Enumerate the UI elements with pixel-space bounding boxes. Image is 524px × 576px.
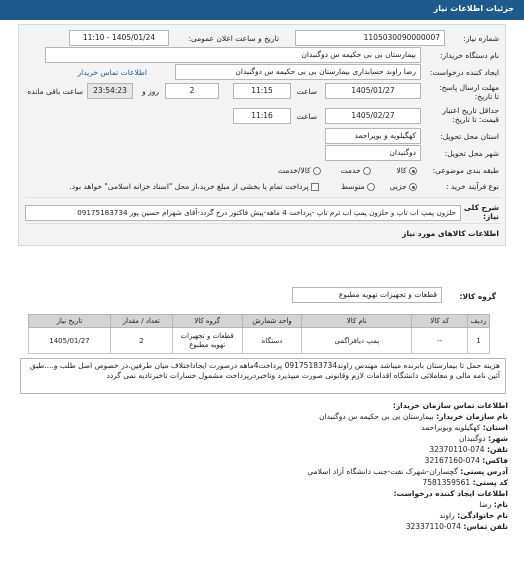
divider: [25, 223, 501, 224]
validity-time-label: ساعت: [296, 112, 317, 121]
summary-field: حلزون پمپ اب تاپ و حلزون پمپ اب ترم تاپ -پرداخت 4 ماهه-پیش فاکتور درج گردد-آقای شهرام حسین پور 09175183734: [25, 205, 461, 221]
announce-label: تاریخ و ساعت اعلان عمومی:: [188, 34, 279, 43]
creator-phone-label: تلفن تماس:: [463, 522, 508, 531]
org-value: بیمارستان بی بی حکیمه س دوگنبدان: [319, 412, 434, 421]
days-remaining-field: 2: [165, 83, 219, 99]
delivery-city-field: دوگنبدان: [325, 145, 421, 161]
creator-lastname-label: نام خانوادگی:: [457, 511, 508, 520]
divider: [25, 197, 501, 198]
col-header-goods-group: گروه کالا: [172, 315, 242, 328]
fax-label: فاکس:: [482, 456, 508, 465]
fax-value: 074-32167160: [424, 456, 480, 465]
process-minor-label: جزیی: [389, 182, 407, 191]
cell-goods-name: پمپ دیافراگمی: [302, 328, 412, 354]
treasury-option[interactable]: [69, 182, 319, 191]
category-option-service[interactable]: [341, 166, 371, 175]
process-medium-radio[interactable]: [367, 183, 375, 191]
category-goods-service-radio[interactable]: [313, 167, 321, 175]
treasury-text: پرداخت تمام یا بخشی از مبلغ خرید،از محل "اسناد خزانه اسلامی" خواهد بود.: [69, 182, 309, 191]
buyer-contact-link[interactable]: اطلاعات تماس خریدار: [77, 68, 147, 77]
col-header-goods-code: کد کالا: [412, 315, 468, 328]
cell-row-number: 1: [468, 328, 490, 354]
goods-table: [28, 314, 490, 354]
days-label: روز و: [142, 87, 159, 96]
contact-province-value: کهگیلویه وبویراحمد: [421, 423, 481, 432]
contact-province-label: استان:: [482, 423, 508, 432]
validity-label: حداقل تاریخ اعتبار قیمت: تا تاریخ:: [442, 106, 499, 124]
deadline-label: مهلت ارسال پاسخ: تا تاریخ:: [439, 83, 499, 101]
buyer-field: بیمارستان بی بی حکیمه س دوگنبدان: [45, 47, 421, 63]
delivery-province-field: کهگیلویه و بویراحمد: [325, 128, 421, 144]
col-header-need-date: تاریخ نیاز: [29, 315, 111, 328]
goods-info-title: اطلاعات کالاهای مورد نیاز: [402, 229, 499, 238]
category-option-goods[interactable]: [396, 166, 417, 175]
creator-phone-value: 074-32337110: [405, 522, 461, 531]
validity-date-field: 1405/02/27: [325, 108, 421, 124]
category-goods-radio[interactable]: [409, 167, 417, 175]
need-number-field: 1105030090000007: [295, 30, 445, 46]
category-label: طبقه بندی موضوعی:: [432, 166, 499, 175]
table-row[interactable]: [29, 328, 490, 354]
page-title: جزئیات اطلاعات نیاز: [433, 4, 514, 13]
creator-label: ایجاد کننده درخواست:: [429, 68, 499, 77]
col-header-quantity: تعداد / مقدار: [110, 315, 172, 328]
creator-field: رضا راوند حسابداری بیمارستان بی بی حکیمه س دوگنبدان: [175, 64, 421, 80]
process-option-minor[interactable]: [389, 182, 417, 191]
category-option-goods-service[interactable]: [278, 166, 321, 175]
cell-goods-group: قطعات و تجهیزات تهویه مطبوع: [172, 328, 242, 354]
col-header-unit: واحد شمارش: [242, 315, 302, 328]
process-option-medium[interactable]: [341, 182, 375, 191]
remaining-time-label: ساعت باقی مانده: [27, 87, 83, 96]
creator-contact-title: اطلاعات ایجاد کننده درخواست:: [393, 489, 508, 498]
need-details-panel: [18, 24, 506, 246]
announce-field: 1405/01/24 - 11:10: [69, 30, 169, 46]
cell-goods-code: --: [412, 328, 468, 354]
delivery-province-label: استان محل تحویل:: [440, 132, 499, 141]
goods-group-label: گروه کالا:: [459, 292, 496, 301]
cell-quantity: 2: [110, 328, 172, 354]
table-header-row: [29, 315, 490, 328]
category-service-label: خدمت: [340, 166, 361, 175]
need-number-label: شماره نیاز:: [463, 34, 499, 43]
category-goods-label: کالا: [396, 166, 407, 175]
treasury-checkbox[interactable]: [311, 183, 319, 191]
col-header-goods-name: نام کالا: [302, 315, 412, 328]
cell-need-date: 1405/01/27: [29, 328, 111, 354]
validity-time-field: 11:16: [233, 108, 291, 124]
page-header: [0, 0, 524, 20]
category-goods-service-label: کالا/خدمت: [277, 166, 311, 175]
process-minor-radio[interactable]: [409, 183, 417, 191]
contact-title: اطلاعات تماس سازمان خریدار:: [392, 401, 508, 410]
address-label: آدرس پستی:: [460, 467, 508, 476]
creator-name-value: رضا: [479, 500, 492, 509]
deadline-date-field: 1405/01/27: [325, 83, 421, 99]
category-service-radio[interactable]: [363, 167, 371, 175]
goods-group-field: قطعات و تجهیزات تهویه مطبوع: [292, 287, 442, 303]
contact-city-value: دوگنبدان: [459, 434, 486, 443]
process-medium-label: متوسط: [341, 182, 365, 191]
org-label: نام سازمان خریدار:: [436, 412, 508, 421]
buyer-contact-section: [14, 400, 508, 576]
deadline-time-label: ساعت: [296, 87, 317, 96]
summary-label: شرح کلی نیاز:: [463, 203, 499, 221]
address-value: گچساران-شهرک نفت-جنب دانشگاه آزاد اسلامی: [307, 467, 458, 476]
remaining-time-field: 23:54:23: [87, 83, 133, 99]
postal-code-label: کد پستی:: [472, 478, 508, 487]
col-header-row-number: ردیف: [468, 315, 490, 328]
delivery-city-label: شهر محل تحویل:: [444, 149, 499, 158]
phone-label: تلفن:: [486, 445, 508, 454]
creator-lastname-value: راوند: [439, 511, 455, 520]
contact-city-label: شهر:: [488, 434, 508, 443]
deadline-time-field: 11:15: [233, 83, 291, 99]
buyer-label: نام دستگاه خریدار:: [439, 51, 499, 60]
process-type-label: نوع فرآیند خرید :: [445, 182, 499, 191]
creator-name-label: نام:: [493, 500, 508, 509]
cell-unit: دستگاه: [242, 328, 302, 354]
buyer-description: هزینه حمل تا بیمارستان بابرنده میباشد مهندس راوند09175183734 پرداخت4ماهه درصورت ایجاداختلاف میان طرفین،در خصوص اصل طلب و....طبق آئین نامه مالی و معاملاتی دانشگاه اقدامات لازم وقانونی صورت میپذیرد وتاخیردرپرداخت مشمول خسارات تاخیرتادیه نمی گردد: [20, 358, 506, 394]
postal-code-value: 7581359561: [422, 478, 471, 487]
phone-value: 074-32370110: [429, 445, 485, 454]
